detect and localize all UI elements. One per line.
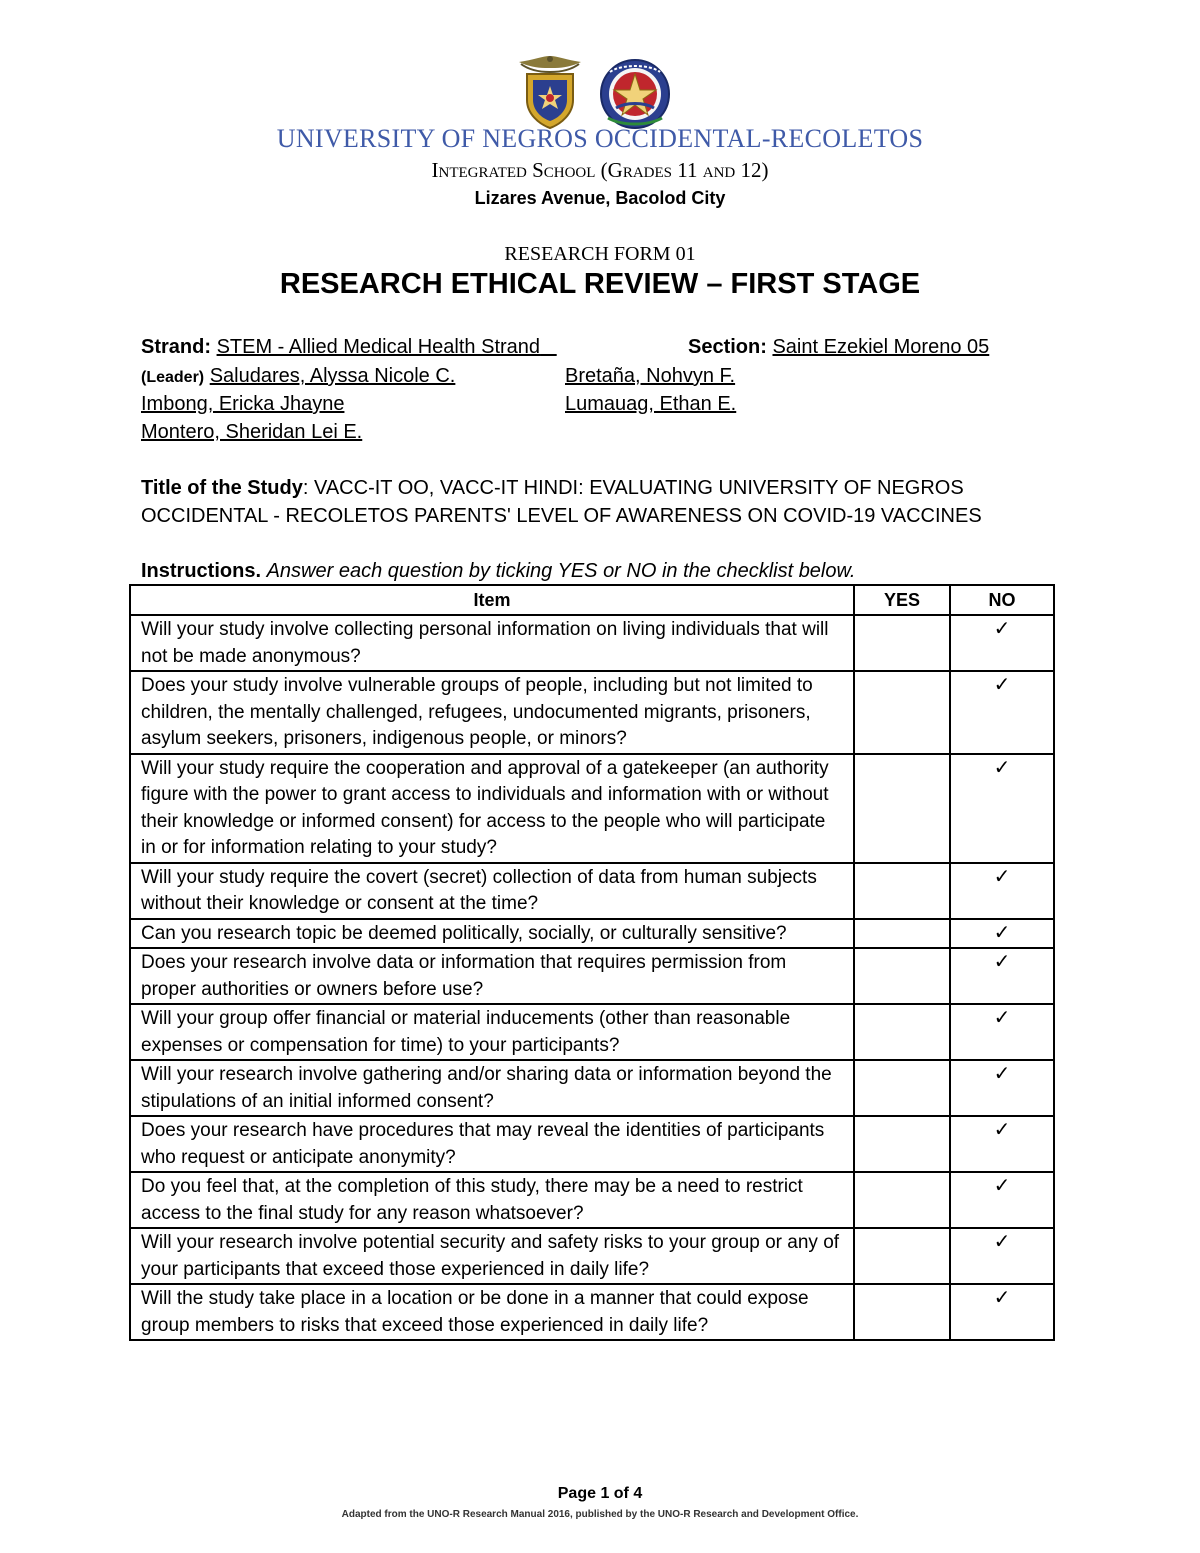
table-row — [130, 1284, 1054, 1340]
table-row — [130, 1060, 1054, 1116]
section-label: Section: — [688, 336, 767, 358]
page-number: Page 1 of 4 — [557, 1485, 643, 1502]
question-cell: Will your research involve gathering and/or sharing data or information beyond the stipulations of an initial informed consent? — [130, 1060, 854, 1116]
yes-cell[interactable] — [854, 671, 950, 754]
header-no: NO — [950, 585, 1054, 615]
question-cell: Will your research involve potential security and safety risks to your group or any of your participants that exceed those experienced in daily life? — [130, 1228, 854, 1284]
table-row — [130, 1172, 1054, 1228]
checkmark-icon: ✓ — [993, 674, 1011, 696]
checkmark-icon: ✓ — [993, 1231, 1011, 1253]
checkmark-icon: ✓ — [993, 1063, 1011, 1085]
study-title-label: Title of the Study — [141, 477, 303, 499]
member-name: Imbong, Ericka Jhayne — [141, 393, 345, 415]
member-line — [141, 390, 344, 418]
table-row — [130, 1116, 1054, 1172]
yes-cell[interactable] — [854, 1060, 950, 1116]
no-cell[interactable] — [950, 1284, 1054, 1340]
no-cell[interactable] — [950, 919, 1054, 949]
integrated-school-seal-icon — [596, 58, 674, 130]
section-line — [688, 333, 989, 361]
yes-cell[interactable] — [854, 863, 950, 919]
question-cell: Will your study require the cooperation and approval of a gatekeeper (an authority figure with the power to grant access to individuals and information with or without their knowledge or informed consent) for access to the people who will participate in or for information relating to your study? — [130, 754, 854, 863]
member-name: Saludares, Alyssa Nicole C. — [209, 365, 456, 387]
checkmark-icon: ✓ — [993, 951, 1011, 973]
question-cell: Will your study require the covert (secret) collection of data from human subjects without their knowledge or consent at the time? — [130, 863, 854, 919]
study-title-colon: : — [302, 477, 314, 499]
leader-line — [141, 362, 455, 392]
no-cell[interactable] — [950, 615, 1054, 671]
table-row — [130, 615, 1054, 671]
footer-note: Adapted from the UNO-R Research Manual 2016, published by the UNO-R Research and Development Office. — [341, 1509, 859, 1520]
yes-cell[interactable] — [854, 1228, 950, 1284]
strand-underline-pad — [540, 336, 557, 358]
yes-cell[interactable] — [854, 1284, 950, 1340]
table-row — [130, 754, 1054, 863]
checkmark-icon: ✓ — [993, 1175, 1011, 1197]
leader-label: (Leader) — [141, 369, 205, 386]
question-cell: Will your study involve collecting personal information on living individuals that will not be made anonymous? — [130, 615, 854, 671]
question-cell: Does your research involve data or information that requires permission from proper authorities or owners before use? — [130, 948, 854, 1004]
checkmark-icon: ✓ — [993, 618, 1011, 640]
school-name: Integrated School (Grades 11 and 12) — [431, 158, 769, 182]
checkmark-icon: ✓ — [993, 1119, 1011, 1141]
yes-cell[interactable] — [854, 754, 950, 863]
table-row — [130, 671, 1054, 754]
university-name: UNIVERSITY OF NEGROS OCCIDENTAL-RECOLETOS — [276, 124, 924, 153]
no-cell[interactable] — [950, 948, 1054, 1004]
section-value: Saint Ezekiel Moreno 05 — [772, 336, 990, 358]
table-row — [130, 1228, 1054, 1284]
table-row — [130, 948, 1054, 1004]
ethics-checklist-table — [129, 584, 1055, 1341]
instructions-label: Instructions. — [141, 560, 262, 582]
table-header-row — [130, 585, 1054, 615]
yes-cell[interactable] — [854, 1116, 950, 1172]
question-cell: Do you feel that, at the completion of this study, there may be a need to restrict access to the final study for any reason whatsoever? — [130, 1172, 854, 1228]
header-yes: YES — [854, 585, 950, 615]
question-cell: Will the study take place in a location or be done in a manner that could expose group members to risks that exceed those experienced in daily life? — [130, 1284, 854, 1340]
yes-cell[interactable] — [854, 615, 950, 671]
eagle-shield-seal-icon — [515, 52, 585, 130]
table-row — [130, 1004, 1054, 1060]
header-item: Item — [130, 585, 854, 615]
question-cell: Does your research have procedures that may reveal the identities of participants who request or anticipate anonymity? — [130, 1116, 854, 1172]
no-cell[interactable] — [950, 1172, 1054, 1228]
member-line — [565, 362, 735, 390]
no-cell[interactable] — [950, 1060, 1054, 1116]
question-cell: Can you research topic be deemed politically, socially, or culturally sensitive? — [130, 919, 854, 949]
yes-cell[interactable] — [854, 1004, 950, 1060]
strand-value: STEM - Allied Medical Health Strand — [216, 336, 541, 358]
table-row — [130, 863, 1054, 919]
no-cell[interactable] — [950, 1004, 1054, 1060]
strand-label: Strand: — [141, 336, 211, 358]
yes-cell[interactable] — [854, 948, 950, 1004]
table-row — [130, 919, 1054, 949]
yes-cell[interactable] — [854, 919, 950, 949]
form-title: RESEARCH ETHICAL REVIEW – FIRST STAGE — [279, 268, 921, 300]
member-name: Montero, Sheridan Lei E. — [141, 421, 363, 443]
study-title-value: VACC-IT OO, VACC-IT HINDI: EVALUATING UNIVERSITY OF NEGROS OCCIDENTAL - RECOLETOS PARENTS' LEVEL OF AWARENESS ON COVID-19 VACCINES — [141, 477, 982, 527]
no-cell[interactable] — [950, 863, 1054, 919]
member-name: Bretaña, Nohvyn F. — [565, 365, 736, 387]
member-name: Lumauag, Ethan E. — [565, 393, 737, 415]
instructions — [141, 558, 855, 584]
checkmark-icon: ✓ — [993, 1287, 1011, 1309]
instructions-text: Answer each question by ticking YES or NO in the checklist below. — [266, 560, 856, 582]
no-cell[interactable] — [950, 1228, 1054, 1284]
header-logos — [0, 52, 1200, 132]
no-cell[interactable] — [950, 754, 1054, 863]
checkmark-icon: ✓ — [993, 1007, 1011, 1029]
checkmark-icon: ✓ — [993, 921, 1011, 944]
checkmark-icon: ✓ — [993, 756, 1011, 779]
member-line — [565, 390, 736, 418]
school-address: Lizares Avenue, Bacolod City — [474, 188, 726, 208]
study-title — [141, 474, 1041, 530]
member-line — [141, 418, 362, 446]
checkmark-icon: ✓ — [993, 865, 1011, 888]
no-cell[interactable] — [950, 671, 1054, 754]
strand-line — [141, 333, 557, 361]
form-number: RESEARCH FORM 01 — [504, 243, 696, 265]
question-cell: Will your group offer financial or material inducements (other than reasonable expenses or compensation for time) to your participants? — [130, 1004, 854, 1060]
yes-cell[interactable] — [854, 1172, 950, 1228]
question-cell: Does your study involve vulnerable groups of people, including but not limited to children, the mentally challenged, refugees, undocumented migrants, prisoners, asylum seekers, prisoners, indigenous people, or minors? — [130, 671, 854, 754]
no-cell[interactable] — [950, 1116, 1054, 1172]
